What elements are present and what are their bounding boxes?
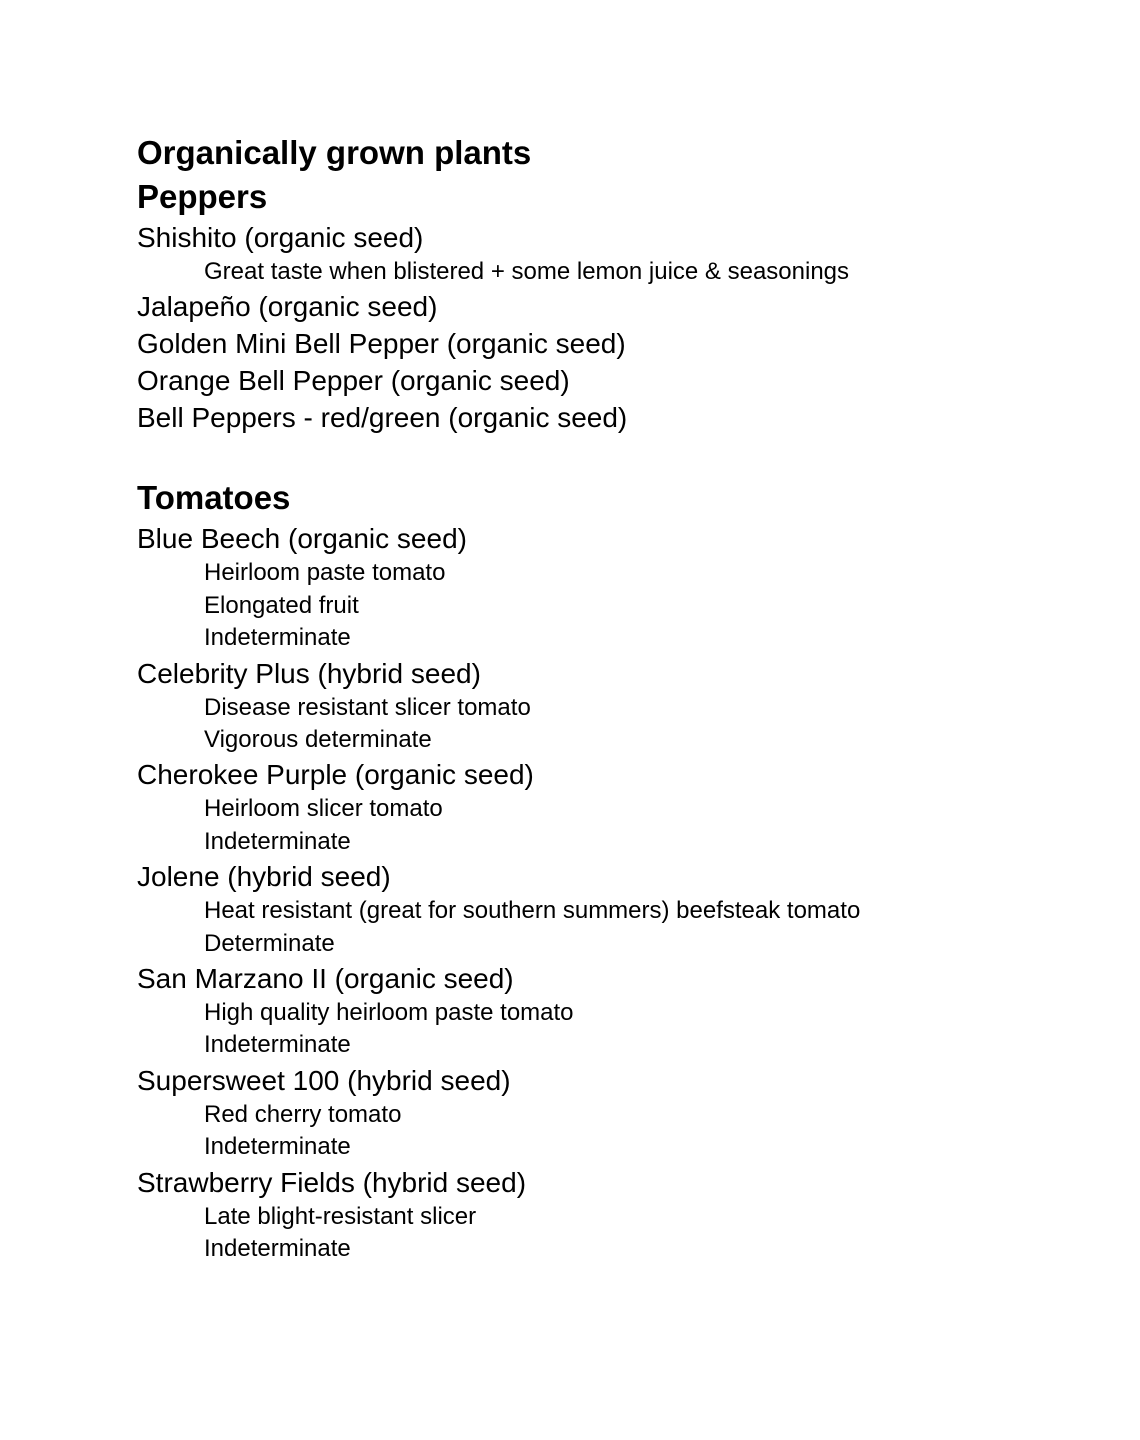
plant-detail: Heirloom slicer tomato bbox=[204, 795, 443, 823]
blank-line bbox=[137, 436, 1100, 476]
plant-entry-san-marzano: San Marzano II (organic seed) bbox=[137, 963, 514, 995]
plant-entry-bell-peppers: Bell Peppers - red/green (organic seed) bbox=[137, 402, 628, 434]
plant-entry-shishito: Shishito (organic seed) bbox=[137, 222, 424, 253]
plant-detail: Disease resistant slicer tomato bbox=[204, 693, 531, 721]
plant-detail: Late blight-resistant slicer bbox=[204, 1202, 477, 1230]
plant-detail: Indeterminate bbox=[204, 624, 351, 652]
section-heading-peppers: Peppers bbox=[137, 178, 268, 215]
document-title: Organically grown plants bbox=[137, 134, 532, 171]
plant-detail: Vigorous determinate bbox=[204, 726, 432, 754]
plant-entry-supersweet-100: Supersweet 100 (hybrid seed) bbox=[137, 1064, 511, 1096]
plant-detail: High quality heirloom paste tomato bbox=[204, 999, 574, 1027]
plant-detail: Determinate bbox=[204, 929, 335, 957]
plant-detail: Indeterminate bbox=[204, 1133, 351, 1161]
plant-detail: Heirloom paste tomato bbox=[204, 559, 446, 587]
plant-detail: Great taste when blistered + some lemon juice & seasonings bbox=[204, 258, 850, 285]
plant-entry-celebrity-plus: Celebrity Plus (hybrid seed) bbox=[137, 657, 481, 689]
plant-detail: Elongated fruit bbox=[204, 591, 359, 619]
plant-entry-jolene: Jolene (hybrid seed) bbox=[137, 861, 391, 893]
plant-detail: Indeterminate bbox=[204, 1235, 351, 1263]
plant-entry-golden-mini-bell: Golden Mini Bell Pepper (organic seed) bbox=[137, 328, 626, 360]
plant-entry-cherokee-purple: Cherokee Purple (organic seed) bbox=[137, 759, 534, 791]
plant-detail: Indeterminate bbox=[204, 1031, 351, 1059]
plant-detail: Indeterminate bbox=[204, 827, 351, 855]
plant-entry-jalapeno: Jalapeño (organic seed) bbox=[137, 291, 438, 323]
plant-entry-strawberry-fields: Strawberry Fields (hybrid seed) bbox=[137, 1166, 527, 1198]
plant-detail: Red cherry tomato bbox=[204, 1100, 402, 1128]
plant-detail: Heat resistant (great for southern summers) beefsteak tomato bbox=[204, 897, 861, 925]
section-heading-tomatoes: Tomatoes bbox=[137, 479, 291, 517]
plant-entry-orange-bell: Orange Bell Pepper (organic seed) bbox=[137, 365, 570, 397]
plant-entry-blue-beech: Blue Beech (organic seed) bbox=[137, 523, 467, 555]
